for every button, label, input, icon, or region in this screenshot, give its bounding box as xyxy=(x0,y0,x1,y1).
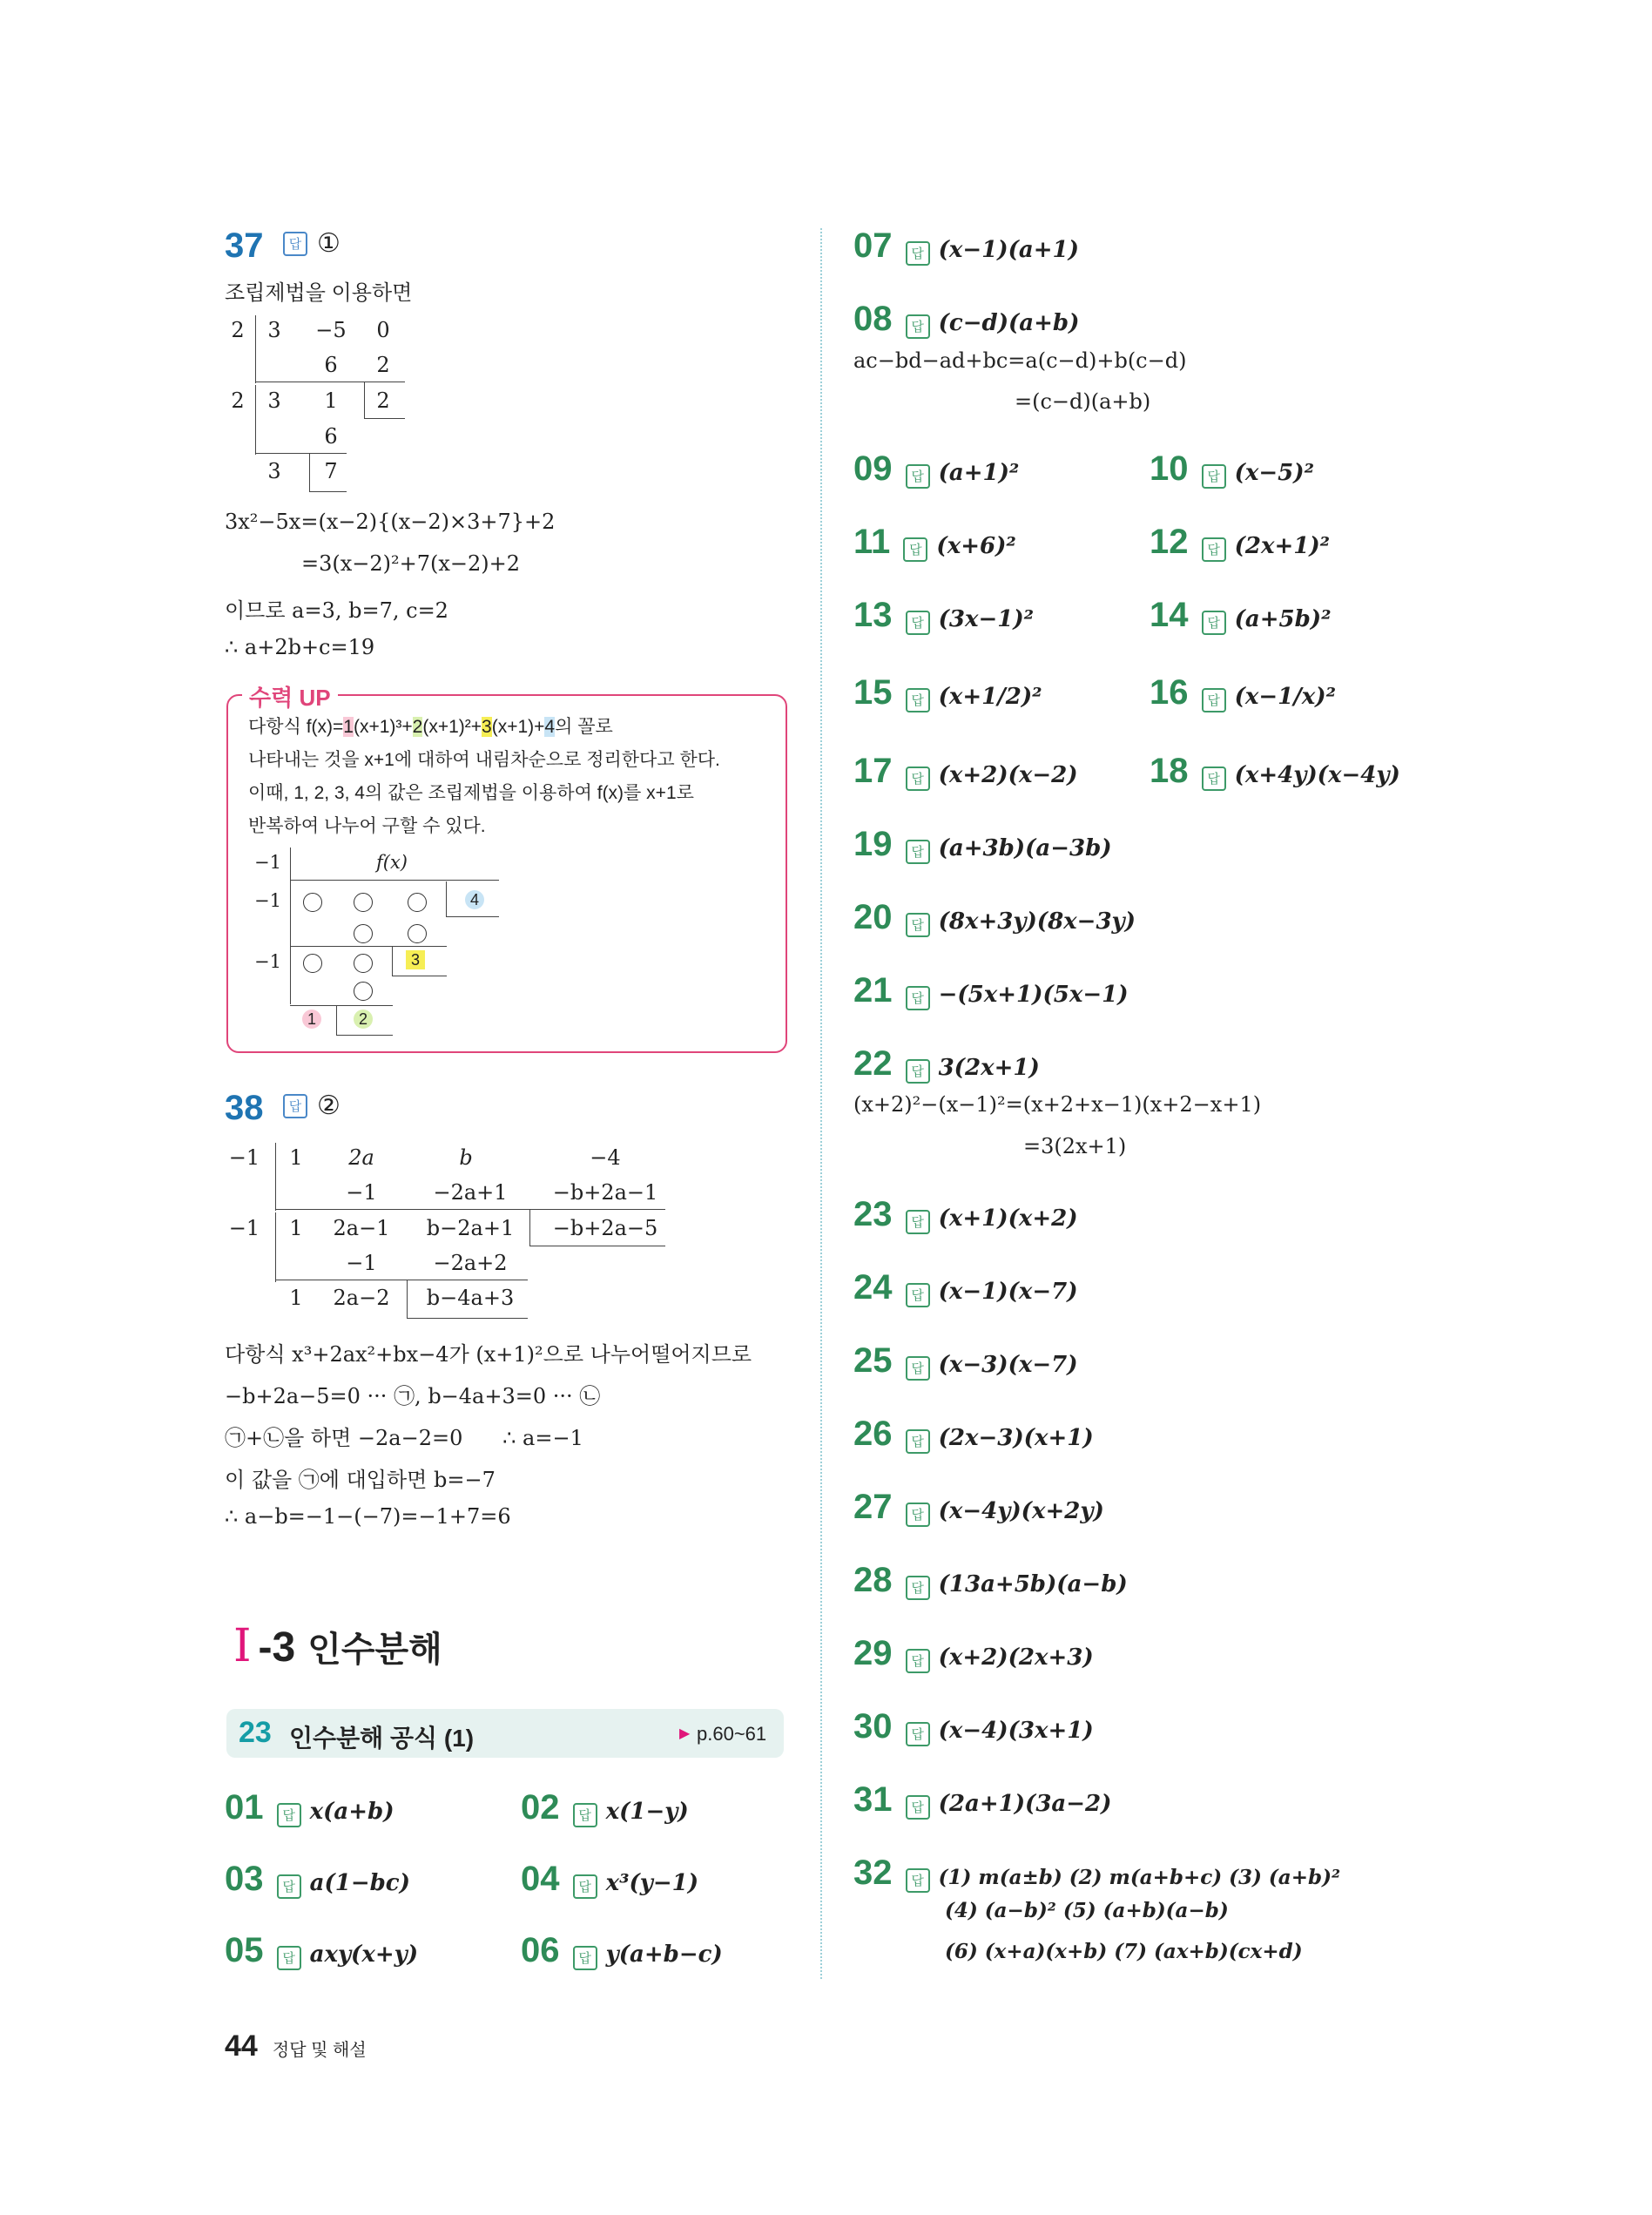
answer-text: a(1−bc) xyxy=(309,1870,410,1896)
divisor: −1 xyxy=(254,951,281,972)
answer-number: 20 xyxy=(853,898,893,936)
answer-text: y(a+b−c) xyxy=(605,1942,723,1968)
answer-text: x(1−y) xyxy=(605,1799,689,1825)
synth-cell: b−2a+1 xyxy=(426,1216,515,1240)
footer-label: 정답 및 해설 xyxy=(272,2041,367,2060)
answer-number: 10 xyxy=(1150,449,1189,488)
answer-number: 19 xyxy=(853,825,893,863)
tip-title: 수력 UP xyxy=(242,680,338,712)
answer-text: (x−1)(x−7) xyxy=(938,1279,1078,1305)
answer-badge: 답 xyxy=(1202,611,1226,635)
answer-item xyxy=(1150,753,1400,791)
answer-item xyxy=(853,1270,1078,1307)
answer-badge: 답 xyxy=(1202,464,1226,489)
solution-line: ∴ a−b=−1−(−7)=−1+7=6 xyxy=(225,1504,511,1529)
answer-text: −(5x+1)(5x−1) xyxy=(938,982,1129,1008)
synth-cell: 3 xyxy=(267,459,281,483)
answer-badge: 답 xyxy=(277,1803,301,1827)
answer-item xyxy=(853,1416,1094,1454)
answer-text: (x−4)(3x+1) xyxy=(938,1718,1094,1744)
divider xyxy=(255,453,347,454)
answer-item xyxy=(853,900,1136,937)
divider xyxy=(364,418,405,419)
answer-number: 13 xyxy=(853,596,893,634)
section-number: 23 xyxy=(239,1716,272,1749)
divider xyxy=(336,1035,393,1036)
answer-text: (a+1)² xyxy=(938,460,1020,486)
answer-number: 25 xyxy=(853,1341,893,1380)
tip-text: (x+1)³+ xyxy=(353,717,413,737)
solution-line: =(c−d)(a+b) xyxy=(1015,389,1151,414)
answer-number: 27 xyxy=(853,1488,893,1526)
synth-cell: −1 xyxy=(346,1251,377,1275)
synth-cell: −1 xyxy=(346,1180,377,1205)
placeholder-circle xyxy=(408,924,427,943)
synth-cell: −2a+1 xyxy=(433,1180,508,1205)
synth-cell: −b+2a−1 xyxy=(552,1180,658,1205)
problem-number-37: 37 xyxy=(225,226,264,265)
answer-choice: ① xyxy=(317,229,341,258)
answer-choice: ② xyxy=(317,1091,341,1120)
answer-text: (x+2)(x−2) xyxy=(938,762,1078,788)
synth-cell: −1 xyxy=(228,1216,260,1240)
answer-badge: 답 xyxy=(906,1868,930,1893)
synth-cell: 6 xyxy=(324,424,338,449)
answer-item xyxy=(853,451,1019,489)
answer-badge: 답 xyxy=(283,232,307,256)
divider xyxy=(275,1143,276,1211)
divider xyxy=(290,946,447,947)
answer-item xyxy=(1150,451,1314,489)
solution-line: (x+2)²−(x−1)²=(x+2+x−1)(x+2−x+1) xyxy=(853,1092,1262,1117)
answer-badge: 답 xyxy=(903,537,927,562)
answer-badge: 답 xyxy=(906,1283,930,1307)
footer xyxy=(225,2029,367,2063)
synth-cell: 1 xyxy=(289,1216,303,1240)
answer-item xyxy=(853,827,1112,864)
answer-item xyxy=(225,1861,410,1899)
answer-number: 06 xyxy=(521,1931,560,1969)
synth-cell: 2 xyxy=(231,388,245,413)
answer-item xyxy=(853,1197,1078,1234)
answer-badge: 답 xyxy=(906,1795,930,1820)
answer-number: 16 xyxy=(1150,673,1189,712)
answer-number: 01 xyxy=(225,1788,264,1827)
answer-item xyxy=(521,1790,689,1827)
answer-item xyxy=(853,753,1078,791)
answer-badge: 답 xyxy=(906,688,930,712)
section-title: 인수분해 공식 (1) xyxy=(289,1725,475,1752)
divider xyxy=(529,1209,530,1246)
answer-text: (4) (a−b)² (5) (a+b)(a−b) xyxy=(945,1899,1229,1922)
answer-badge: 답 xyxy=(906,1059,930,1084)
answer-number: 26 xyxy=(853,1415,893,1453)
synth-cell: b−4a+3 xyxy=(426,1286,515,1310)
answer-badge: 답 xyxy=(906,611,930,635)
synth-cell: −1 xyxy=(228,1145,260,1170)
answer-number: 03 xyxy=(225,1860,264,1898)
solution-line: 이므로 a=3, b=7, c=2 xyxy=(225,598,448,623)
divider xyxy=(407,1280,408,1318)
answer-number: 18 xyxy=(1150,752,1189,790)
answer-item xyxy=(853,675,1042,712)
synth-cell: −5 xyxy=(315,318,347,342)
answer-item xyxy=(1150,675,1336,712)
synth-cell: 3 xyxy=(267,388,281,413)
answer-badge: 답 xyxy=(906,840,930,864)
answer-number: 07 xyxy=(853,226,893,265)
synth-cell: −2a+2 xyxy=(433,1251,508,1275)
page-ref-arrow-icon: ▶ xyxy=(679,1726,691,1741)
synth-cell: 1 xyxy=(289,1286,303,1310)
coef-4: 4 xyxy=(544,717,556,737)
section-bar xyxy=(226,1709,784,1758)
function-label: f(x) xyxy=(375,852,408,873)
answer-badge: 답 xyxy=(906,1429,930,1454)
placeholder-circle xyxy=(354,924,373,943)
answer-item xyxy=(521,1861,698,1899)
placeholder-circle xyxy=(303,893,322,912)
solution-line: ac−bd−ad+bc=a(c−d)+b(c−d) xyxy=(853,348,1187,373)
answer-text: (8x+3y)(8x−3y) xyxy=(938,908,1136,935)
answer-badge: 답 xyxy=(1202,537,1226,562)
answer-text: (x+1)(x+2) xyxy=(938,1205,1078,1232)
page-reference[interactable]: p.60~61 xyxy=(697,1723,767,1745)
answer-text: (x−5)² xyxy=(1234,460,1314,486)
answer-badge: 답 xyxy=(906,1722,930,1746)
answer-badge: 답 xyxy=(906,241,930,266)
answer-number: 15 xyxy=(853,673,893,712)
answer-item xyxy=(853,1343,1078,1381)
answer-text: (2x−3)(x+1) xyxy=(938,1425,1094,1451)
solution-line: ∴ a+2b+c=19 xyxy=(225,635,375,659)
answer-text: (1) m(a±b) (2) m(a+b+c) (3) (a+b)² xyxy=(938,1866,1341,1889)
answer-text: (x+1/2)² xyxy=(938,684,1042,710)
answer-item xyxy=(853,301,1079,339)
synth-cell: 2 xyxy=(231,318,245,342)
answer-number: 21 xyxy=(853,971,893,1010)
synth-cell: 1 xyxy=(289,1145,303,1170)
divider xyxy=(336,1005,337,1035)
answer-number: 32 xyxy=(853,1854,893,1892)
answer-number: 29 xyxy=(853,1634,893,1672)
answer-text: (6) (x+a)(x+b) (7) (ax+b)(cx+d) xyxy=(945,1940,1303,1963)
answer-number: 08 xyxy=(853,300,893,338)
answer-item xyxy=(1150,524,1330,562)
divisor: −1 xyxy=(254,890,281,911)
answer-number: 24 xyxy=(853,1268,893,1307)
tip-line-1 xyxy=(248,712,613,739)
divisor: −1 xyxy=(254,852,281,873)
page-number: 44 xyxy=(225,2029,258,2063)
answer-number: 22 xyxy=(853,1044,893,1083)
answer-item xyxy=(853,1563,1128,1600)
placeholder-circle xyxy=(354,982,373,1001)
coef-1: 1 xyxy=(343,717,354,737)
answer-badge: 답 xyxy=(906,1210,930,1234)
answer-text: x³(y−1) xyxy=(605,1870,699,1896)
answer-badge: 답 xyxy=(277,1874,301,1899)
chapter-number: -3 xyxy=(258,1624,296,1671)
divider xyxy=(290,848,291,1004)
solution-line: =3(2x+1) xyxy=(1023,1134,1127,1158)
answer-item xyxy=(225,1933,418,1970)
tip-line-2: 나타내는 것을 x+1에 대하여 내림차순으로 정리한다고 한다. xyxy=(248,750,720,770)
answer-item xyxy=(225,1790,394,1827)
divider xyxy=(255,385,256,455)
answer-number: 12 xyxy=(1150,523,1189,561)
answer-number: 23 xyxy=(853,1195,893,1233)
answer-badge: 답 xyxy=(906,314,930,339)
answer-item xyxy=(1150,598,1332,635)
answer-text: (x+2)(2x+3) xyxy=(938,1644,1094,1671)
answer-item xyxy=(521,1933,723,1970)
coef-3: 3 xyxy=(482,717,492,737)
answer-item xyxy=(853,524,1016,562)
answer-item xyxy=(853,1709,1094,1746)
solution-line: 이 값을 ㉠에 대입하면 b=−7 xyxy=(225,1468,496,1492)
solution-line: 3x²−5x=(x−2){(x−2)×3+7}+2 xyxy=(225,510,556,534)
answer-badge: 답 xyxy=(906,464,930,489)
answer-number: 28 xyxy=(853,1561,893,1599)
answer-number: 17 xyxy=(853,752,893,790)
solution-line: ㉠+㉡을 하면 −2a−2=0 ∴ a=−1 xyxy=(225,1426,583,1450)
answer-badge: 답 xyxy=(906,1356,930,1381)
answer-item xyxy=(853,1855,1340,1893)
answer-badge: 답 xyxy=(906,766,930,791)
synth-cell: −4 xyxy=(590,1145,621,1170)
answer-badge: 답 xyxy=(1202,688,1226,712)
answer-item xyxy=(853,228,1079,266)
answer-text: (x+4y)(x−4y) xyxy=(1234,762,1400,788)
answer-text: (x−4y)(x+2y) xyxy=(938,1498,1104,1524)
answer-badge: 답 xyxy=(906,913,930,937)
divider xyxy=(446,916,499,917)
answer-item xyxy=(853,973,1129,1010)
column-separator xyxy=(820,228,822,1979)
answer-text: (x−3)(x−7) xyxy=(938,1352,1078,1378)
tip-line-3: 이때, 1, 2, 3, 4의 값은 조립제법을 이용하여 f(x)를 x+1로 xyxy=(248,783,694,803)
answer-number: 14 xyxy=(1150,596,1189,634)
synth-cell: 2 xyxy=(376,353,390,377)
answer-badge: 답 xyxy=(906,1649,930,1673)
answer-number: 31 xyxy=(853,1780,893,1819)
tip-text: 의 꼴로 xyxy=(555,717,613,737)
answer-item xyxy=(853,598,1034,635)
chapter-title: 인수분해 xyxy=(307,1631,442,1669)
answer-text: x(a+b) xyxy=(309,1799,394,1825)
answer-text: (3x−1)² xyxy=(938,606,1035,632)
answer-text: (x+6)² xyxy=(936,533,1016,559)
answer-number: 04 xyxy=(521,1860,560,1898)
answer-text: (x−1/x)² xyxy=(1234,684,1336,710)
placeholder-circle xyxy=(354,954,373,973)
synth-cell: 2a−2 xyxy=(333,1286,390,1310)
synth-cell: 1 xyxy=(324,388,338,413)
answer-badge: 답 xyxy=(906,1503,930,1527)
solution-intro: 조립제법을 이용하면 xyxy=(225,281,413,305)
value-3: 3 xyxy=(406,951,425,969)
answer-number: 30 xyxy=(853,1707,893,1746)
tip-line-4: 반복하여 나누어 구할 수 있다. xyxy=(248,816,486,836)
solution-line: 다항식 x³+2ax²+bx−4가 (x+1)²으로 나누어떨어지므로 xyxy=(225,1342,752,1367)
answer-number: 02 xyxy=(521,1788,560,1827)
answer-text: (c−d)(a+b) xyxy=(938,310,1080,336)
value-4: 4 xyxy=(463,888,486,911)
synth-cell: 0 xyxy=(376,318,390,342)
divider xyxy=(392,946,393,976)
tip-text: (x+1)+ xyxy=(491,717,545,737)
answer-badge: 답 xyxy=(573,1803,597,1827)
placeholder-circle xyxy=(354,893,373,912)
synth-cell: 2a xyxy=(348,1145,374,1170)
answer-badge: 답 xyxy=(906,986,930,1010)
solution-line: −b+2a−5=0 ··· ㉠, b−4a+3=0 ··· ㉡ xyxy=(225,1384,601,1408)
answer-text: axy(x+y) xyxy=(309,1942,419,1968)
answer-badge: 답 xyxy=(906,1576,930,1600)
divider xyxy=(275,1212,276,1282)
placeholder-circle xyxy=(408,893,427,912)
synth-cell: b xyxy=(459,1145,473,1170)
tip-text: (x+1)²+ xyxy=(422,717,482,737)
answer-number: 11 xyxy=(853,523,891,561)
answer-number: 05 xyxy=(225,1931,264,1969)
chapter-heading xyxy=(233,1620,442,1672)
synth-cell: −b+2a−5 xyxy=(552,1216,658,1240)
answer-text: (a+3b)(a−3b) xyxy=(938,835,1112,861)
divider xyxy=(309,453,310,491)
solution-line: =3(x−2)²+7(x−2)+2 xyxy=(301,551,521,576)
answer-item xyxy=(853,1489,1104,1527)
divider xyxy=(446,881,447,916)
answer-badge: 답 xyxy=(573,1946,597,1970)
answer-text: 3(2x+1) xyxy=(938,1055,1040,1081)
divider xyxy=(275,1209,665,1210)
divider xyxy=(290,1005,393,1006)
value-2: 2 xyxy=(354,1010,373,1029)
synth-cell: 7 xyxy=(324,459,338,483)
answer-badge: 답 xyxy=(1202,766,1226,791)
synth-cell: 2a−1 xyxy=(333,1216,390,1240)
answer-number: 09 xyxy=(853,449,893,488)
tip-text: 다항식 f(x)= xyxy=(248,717,344,737)
chapter-roman: I xyxy=(233,1620,252,1672)
divider xyxy=(255,315,256,383)
answer-item xyxy=(853,1636,1094,1673)
answer-item xyxy=(853,1782,1111,1820)
divider xyxy=(407,1318,528,1319)
answer-badge: 답 xyxy=(283,1094,307,1118)
answer-item xyxy=(853,1046,1040,1084)
synth-cell: 2 xyxy=(376,388,390,413)
divider xyxy=(309,491,347,492)
divider xyxy=(290,880,499,881)
answer-text: (a+5b)² xyxy=(1234,606,1332,632)
answer-text: (x−1)(a+1) xyxy=(938,237,1079,263)
answer-text: (2x+1)² xyxy=(1234,533,1331,559)
value-1: 1 xyxy=(302,1010,321,1029)
answer-text: (2a+1)(3a−2) xyxy=(938,1791,1112,1817)
synth-cell: 6 xyxy=(324,353,338,377)
answer-badge: 답 xyxy=(277,1946,301,1970)
coef-2: 2 xyxy=(412,717,423,737)
placeholder-circle xyxy=(303,954,322,973)
answer-text: (13a+5b)(a−b) xyxy=(938,1571,1128,1597)
synth-cell: 3 xyxy=(267,318,281,342)
answer-badge: 답 xyxy=(573,1874,597,1899)
problem-number-38: 38 xyxy=(225,1089,264,1127)
divider xyxy=(364,382,365,418)
